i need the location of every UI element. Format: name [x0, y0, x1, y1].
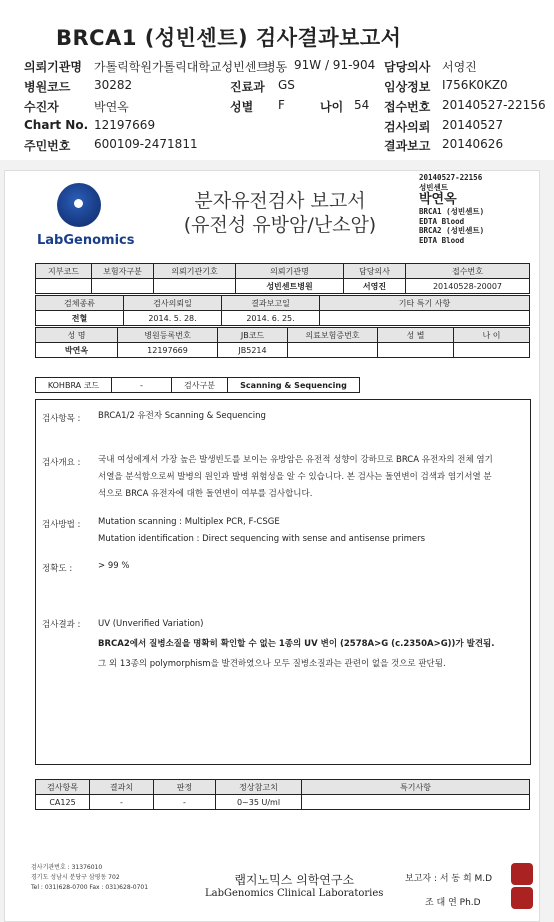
th-result-date: 결과보고일	[222, 296, 320, 311]
summary-label: 검사개요 :	[42, 458, 81, 468]
label-resident-no: 주민번호	[24, 139, 71, 153]
td-test-item: CA125	[36, 795, 90, 810]
th-result: 결과치	[90, 780, 154, 795]
td-age	[454, 343, 530, 358]
summary-line: 석으로 BRCA 유전자에 대한 돌연변이 여부를 검사합니다.	[98, 489, 313, 499]
specimen-table	[35, 295, 530, 326]
label-patient: 수진자	[24, 100, 59, 114]
value-age: 54	[354, 98, 370, 112]
patient-table	[35, 327, 530, 358]
value-clinical-info: I756K0KZ0	[442, 78, 508, 92]
reporters	[405, 867, 492, 915]
report-title-line1: 분자유전검사 보고서	[194, 190, 366, 212]
td-sex	[378, 343, 454, 358]
td-notes	[302, 795, 530, 810]
lab-phone: Tel : 031)628-0700 Fax : 031)628-0701	[31, 884, 149, 891]
accuracy-label: 정확도 :	[42, 564, 73, 574]
td-inst-name: 성빈센트병원	[236, 279, 344, 294]
th-jb-code: JB코드	[218, 328, 288, 343]
accuracy-text: > 99 %	[98, 561, 130, 571]
lab-address	[31, 863, 148, 893]
td-judgement: -	[154, 795, 216, 810]
seal-stamp-icon	[511, 863, 533, 885]
td-name: 박연옥	[36, 343, 118, 358]
lab-code: 검사기관번호 : 31376010	[31, 864, 103, 871]
th-sex: 성 별	[378, 328, 454, 343]
kohbra-table	[35, 377, 360, 393]
th-name: 성 명	[36, 328, 118, 343]
logo-text: LabGenomics	[37, 233, 135, 248]
label-doctor: 담당의사	[384, 60, 431, 74]
td-insurance-no	[288, 343, 378, 358]
item-text: BRCA1/2 유전자 Scanning & Sequencing	[98, 411, 266, 421]
item-label: 검사항목 :	[42, 414, 81, 424]
th-inst-code: 의뢰기관기호	[154, 264, 236, 279]
lab-street: 경기도 성남시 분당구 삼평동 702	[31, 874, 120, 881]
label-chart-no: Chart No.	[24, 118, 89, 132]
td-receipt-no: 20140528-20007	[406, 279, 530, 294]
td-inst-code	[154, 279, 236, 294]
result-label: 검사결과 :	[42, 620, 81, 630]
value-resident-no: 600109-2471811	[94, 137, 198, 151]
tag-test-2: BRCA2 (성빈센트)	[419, 226, 485, 235]
marker-table	[35, 779, 530, 810]
label-hospital-code: 병원코드	[24, 80, 71, 94]
report-title	[155, 189, 405, 237]
report-title-line2: (유전성 유방암/난소암)	[183, 214, 377, 236]
th-insurance-no: 의료보험증번호	[288, 328, 378, 343]
summary-text	[98, 452, 493, 503]
reporter-1: 서 동 희 M.D	[439, 874, 493, 884]
reporter-2: 조 대 연 Ph.D	[425, 898, 481, 908]
result-body	[35, 399, 531, 765]
lab-name	[205, 871, 383, 899]
tag-specimen-1: EDTA Blood	[419, 216, 465, 226]
value-department: GS	[278, 78, 295, 92]
test-type-value: Scanning & Sequencing	[228, 378, 360, 393]
result-line-variant: BRCA2에서 질병소질을 명확히 확인할 수 없는 1종의 UV 변이 (2578A>G (c.2350A>G))가 발견됨.	[98, 639, 495, 649]
td-request-date: 2014. 5. 28.	[124, 311, 222, 326]
result-text	[98, 614, 494, 674]
td-reference: 0~35 U/ml	[216, 795, 302, 810]
label-institution: 의뢰기관명	[24, 60, 82, 74]
value-sex: F	[278, 98, 285, 112]
th-inst-name: 의뢰기관명	[236, 264, 344, 279]
td-insurer-type	[92, 279, 154, 294]
th-specimen: 검체종류	[36, 296, 124, 311]
th-doctor: 담당의사	[344, 264, 406, 279]
method-text	[98, 514, 425, 548]
tag-test-1: BRCA1 (성빈센트)	[419, 207, 485, 216]
result-line-classification: UV (Unverified Variation)	[98, 619, 204, 629]
th-remarks: 기타 특기 사항	[320, 296, 530, 311]
info-table	[35, 263, 530, 294]
label-sex: 성별	[230, 100, 254, 114]
th-age: 나 이	[454, 328, 530, 343]
td-result-date: 2014. 6. 25.	[222, 311, 320, 326]
th-insurer-type: 보험자구분	[92, 264, 154, 279]
summary-line: 국내 여성에게서 가장 높은 발생빈도를 보이는 유방암은 유전적 성향이 강하므로 BRCA 유전자의 전체 염기	[98, 455, 493, 465]
th-hospital-reg-no: 병원등록번호	[118, 328, 218, 343]
label-receipt-no: 접수번호	[384, 100, 431, 114]
value-patient: 박연옥	[94, 100, 129, 114]
th-reference: 정상참고치	[216, 780, 302, 795]
th-notes: 특기사항	[302, 780, 530, 795]
reporter-label: 보고자 :	[405, 874, 437, 884]
td-jb-code: JB5214	[218, 343, 288, 358]
label-clinical-info: 임상정보	[384, 80, 431, 94]
tag-receipt: 20140527-22156	[419, 173, 483, 182]
value-request-date: 20140527	[442, 118, 504, 132]
th-judgement: 판정	[154, 780, 216, 795]
method-label: 검사방법 :	[42, 520, 81, 530]
th-receipt-no: 접수번호	[406, 264, 530, 279]
method-line: Mutation identification : Direct sequencing with sense and antisense primers	[98, 534, 426, 544]
specimen-row	[36, 311, 530, 326]
page-title: BRCA1 (성빈센트) 검사결과보고서	[56, 26, 402, 50]
td-hospital-reg-no: 12197669	[118, 343, 218, 358]
label-ward: 병동	[264, 60, 288, 74]
label-department: 진료과	[230, 80, 265, 94]
label-request-date: 검사의뢰	[384, 120, 431, 134]
patient-row	[36, 343, 530, 358]
tag-hospital: 성빈센트	[419, 182, 448, 192]
kohbra-row	[36, 378, 360, 393]
method-line: Mutation scanning : Multiplex PCR, F-CSGE	[98, 517, 280, 527]
value-doctor: 서영진	[442, 60, 477, 74]
value-ward: 91W / 91-904	[294, 58, 376, 72]
seal-stamp-icon	[511, 887, 533, 909]
td-specimen: 전혈	[36, 311, 124, 326]
label-age: 나이	[320, 100, 344, 114]
value-report-date: 20140626	[442, 137, 504, 151]
patient-tag	[419, 173, 484, 245]
summary-line: 서열을 분석함으로써 발병의 원인과 발병 위험성을 알 수 있습니다. 본 검사는 돌연변이 검색과 염기서열 분	[98, 472, 492, 482]
th-branch-code: 지부코드	[36, 264, 92, 279]
summary-header	[0, 0, 554, 160]
patient-header-row	[36, 328, 530, 343]
marker-header-row	[36, 780, 530, 795]
value-institution: 가톨릭학원가톨릭대학교성빈센트	[94, 60, 268, 74]
label-report-date: 결과보고	[384, 139, 431, 153]
th-test-item: 검사항목	[36, 780, 90, 795]
td-remarks	[320, 311, 530, 326]
tag-specimen-2: EDTA Blood	[419, 235, 465, 245]
td-branch-code	[36, 279, 92, 294]
value-chart-no: 12197669	[94, 118, 156, 132]
specimen-header-row	[36, 296, 530, 311]
marker-row	[36, 795, 530, 810]
kohbra-label: KOHBRA 코드	[36, 378, 112, 393]
th-request-date: 검사의뢰일	[124, 296, 222, 311]
td-result: -	[90, 795, 154, 810]
result-line-polymorphism: 그 외 13종의 polymorphism을 발견하였으나 모두 질병소질과는 관련이 없을 것으로 판단됨.	[98, 659, 446, 669]
lab-name-ko: 랩지노믹스 의학연구소	[234, 873, 355, 887]
info-header-row-1	[36, 264, 530, 279]
value-hospital-code: 30282	[94, 78, 133, 92]
lab-name-en: LabGenomics Clinical Laboratories	[205, 888, 384, 899]
kohbra-value: -	[112, 378, 172, 393]
tag-patient-name: 박연옥	[419, 192, 457, 207]
info-row-1	[36, 279, 530, 294]
scanned-report	[4, 170, 540, 922]
td-doctor: 서영진	[344, 279, 406, 294]
test-type-label: 검사구분	[172, 378, 228, 393]
value-receipt-no: 20140527-22156	[442, 98, 546, 112]
